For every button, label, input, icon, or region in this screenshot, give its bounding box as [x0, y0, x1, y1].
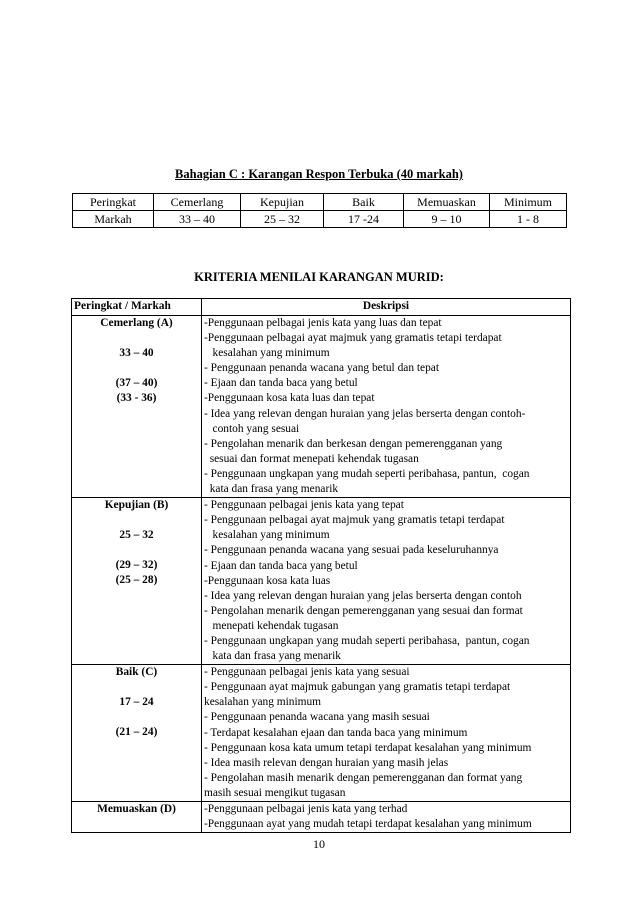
desc-line: -Penggunaan pelbagai ayat majmuk yang gramatis tetapi terdapat: [204, 332, 502, 345]
desc-line: - Penggunaan pelbagai jenis kata yang tepat: [204, 499, 404, 512]
grade-header-cell: Baik: [324, 194, 404, 211]
criteria-row: [72, 665, 571, 802]
grade-table-value-row: [73, 211, 567, 228]
grade-line: Memuaskan (D): [97, 803, 176, 815]
desc-line: -Penggunaan ayat yang mudah tetapi terdapat kesalahan yang minimum: [204, 818, 532, 831]
criteria-title: KRITERIA MENILAI KARANGAN MURID:: [194, 270, 444, 284]
desc-line: - Penggunaan pelbagai ayat majmuk yang gramatis tetapi terdapat: [204, 514, 505, 527]
criteria-desc-cell: [202, 665, 571, 802]
grade-header-cell: Peringkat: [73, 194, 154, 211]
criteria-grade-cell: [72, 498, 202, 665]
criteria-col-grade-header: Peringkat / Markah: [72, 299, 202, 316]
grade-value-cell: 17 -24: [324, 211, 404, 228]
desc-line: - Penggunaan ungkapan yang mudah seperti peribahasa, pantun, cogan: [204, 467, 530, 480]
desc-line: - Penggunaan ayat majmuk gabungan yang gramatis tetapi terdapat: [204, 681, 511, 694]
grade-line: (21 – 24): [115, 726, 158, 739]
grade-line: [74, 710, 199, 725]
desc-line: -Penggunaan kosa kata luas dan tepat: [204, 392, 375, 405]
criteria-table-body: [72, 316, 571, 833]
desc-line: - Ejaan dan tanda baca yang betul: [204, 377, 358, 390]
criteria-desc-cell: [202, 498, 571, 665]
desc-line: - Penggunaan kosa kata umum tetapi terdapat kesalahan yang minimum: [204, 741, 532, 754]
grade-line: [74, 331, 199, 346]
grade-line: (37 – 40): [115, 377, 158, 390]
grade-line: (29 – 32): [115, 559, 158, 572]
desc-line: kesalahan yang minimum: [204, 529, 330, 542]
criteria-header-row: [72, 299, 571, 316]
grade-line: [74, 543, 199, 558]
desc-line: - Pengolahan masih menarik dengan pemerengganan dan format yang: [204, 771, 523, 784]
grade-table: [72, 193, 567, 228]
desc-line: -Penggunaan pelbagai jenis kata yang luas dan tepat: [204, 317, 442, 329]
criteria-grade-cell: [72, 802, 202, 833]
grade-line: [74, 513, 199, 528]
desc-line: - Idea masih relevan dengan huraian yang masih jelas: [204, 756, 449, 769]
criteria-grade-cell: [72, 316, 202, 498]
criteria-grade-cell: [72, 665, 202, 802]
grade-line: 25 – 32: [119, 529, 154, 542]
criteria-row: [72, 802, 571, 833]
grade-table-header-row: [73, 194, 567, 211]
grade-header-cell: Cemerlang: [154, 194, 241, 211]
section-title: Bahagian C : Karangan Respon Terbuka (40 markah): [175, 167, 463, 181]
grade-header-cell: Minimum: [490, 194, 567, 211]
grade-line: Baik (C): [115, 666, 158, 679]
desc-line: contoh yang sesuai: [204, 422, 300, 435]
grade-header-cell: Kepujian: [241, 194, 324, 211]
grade-line: Cemerlang (A): [100, 317, 173, 329]
desc-line: kesalahan yang minimum: [204, 696, 322, 709]
page-number: 10: [313, 837, 325, 851]
desc-line: menepati kehendak tugasan: [204, 619, 339, 632]
criteria-table: [71, 298, 571, 833]
desc-line: kata dan frasa yang menarik: [204, 650, 341, 663]
criteria-row: [72, 316, 571, 498]
grade-line: 33 – 40: [119, 347, 154, 360]
grade-header-cell: Memuaskan: [404, 194, 490, 211]
grade-value-cell: Markah: [73, 211, 154, 228]
desc-line: -Penggunaan kosa kata luas: [204, 574, 331, 587]
criteria-desc-cell: [202, 802, 571, 833]
desc-line: - Pengolahan menarik dengan pemerengganan yang sesuai dan format: [204, 604, 523, 617]
desc-line: - Penggunaan penanda wacana yang masih sesuai: [204, 711, 430, 724]
desc-line: - Ejaan dan tanda baca yang betul: [204, 559, 358, 572]
desc-line: sesuai dan format menepati kehendak tugasan: [204, 452, 419, 465]
desc-line: - Pengolahan menarik dan berkesan dengan pemerengganan yang: [204, 437, 503, 450]
criteria-row: [72, 498, 571, 665]
desc-line: - Penggunaan ungkapan yang mudah seperti peribahasa, pantun, cogan: [204, 634, 530, 647]
grade-value-cell: 25 – 32: [241, 211, 324, 228]
grade-value-cell: 1 - 8: [490, 211, 567, 228]
grade-value-cell: 33 – 40: [154, 211, 241, 228]
grade-line: (25 – 28): [115, 574, 158, 587]
desc-line: masih sesuai mengikut tugasan: [204, 786, 346, 799]
desc-line: - Idea yang relevan dengan huraian yang jelas berserta dengan contoh: [204, 589, 522, 602]
grade-line: [74, 680, 199, 695]
grade-line: 17 – 24: [119, 696, 154, 709]
desc-line: - Penggunaan pelbagai jenis kata yang sesuai: [204, 666, 410, 679]
desc-line: - Penggunaan penanda wacana yang betul dan tepat: [204, 362, 439, 375]
desc-line: - Idea yang relevan dengan huraian yang jelas berserta dengan contoh-: [204, 407, 526, 420]
desc-line: - Terdapat kesalahan ejaan dan tanda baca yang minimum: [204, 726, 468, 739]
desc-line: - Penggunaan penanda wacana yang sesuai pada keseluruhannya: [204, 544, 499, 557]
grade-value-cell: 9 – 10: [404, 211, 490, 228]
grade-line: [74, 361, 199, 376]
grade-line: (33 - 36): [116, 392, 157, 405]
criteria-desc-cell: [202, 316, 571, 498]
desc-line: kata dan frasa yang menarik: [204, 483, 339, 496]
grade-line: Kepujian (B): [104, 499, 169, 512]
desc-line: kesalahan yang minimum: [204, 347, 330, 360]
desc-line: -Penggunaan pelbagai jenis kata yang terhad: [204, 803, 408, 815]
criteria-col-desc-header: Deskripsi: [202, 299, 571, 316]
